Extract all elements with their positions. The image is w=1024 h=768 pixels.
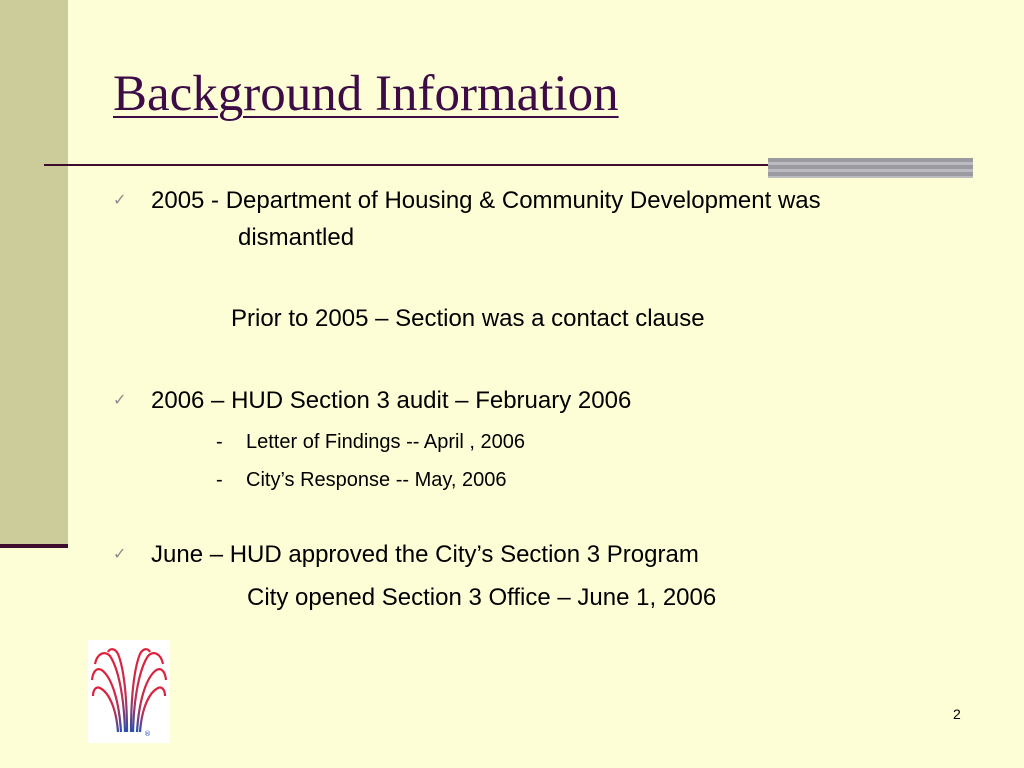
check-bullet-icon: ✓ (113, 392, 127, 409)
bullet-text: 2005 - Department of Housing & Community Development was (151, 187, 821, 214)
bullet-item (113, 189, 821, 213)
sub-item (216, 470, 506, 490)
bullet-item (113, 543, 699, 567)
bullet-note: Prior to 2005 – Section was a contact clause (231, 305, 705, 332)
dash-marker: - (216, 431, 223, 453)
slide-title: Background Information (113, 66, 619, 122)
left-decorative-band (0, 0, 68, 546)
left-band-rule (0, 544, 68, 548)
bullet-text: June – HUD approved the City’s Section 3 Program (151, 541, 699, 568)
check-bullet-icon: ✓ (113, 546, 127, 563)
fountain-logo-icon (88, 640, 170, 743)
fountain-logo (88, 640, 170, 743)
bullet-continuation: dismantled (238, 224, 355, 251)
page-number: 2 (953, 706, 961, 722)
bullet-continuation: City opened Section 3 Office – June 1, 2006 (247, 584, 717, 611)
bullet-item (113, 389, 631, 413)
sub-item-text: Letter of Findings -- April , 2006 (246, 431, 526, 453)
sub-item-text: City’s Response -- May, 2006 (246, 469, 507, 491)
sub-item (216, 432, 525, 452)
bullet-text: 2006 – HUD Section 3 audit – February 2006 (151, 387, 632, 414)
title-divider (44, 164, 784, 166)
registered-mark: ® (144, 730, 151, 738)
title-divider-accent (768, 158, 973, 178)
check-bullet-icon: ✓ (113, 192, 127, 209)
dash-marker: - (216, 469, 223, 491)
